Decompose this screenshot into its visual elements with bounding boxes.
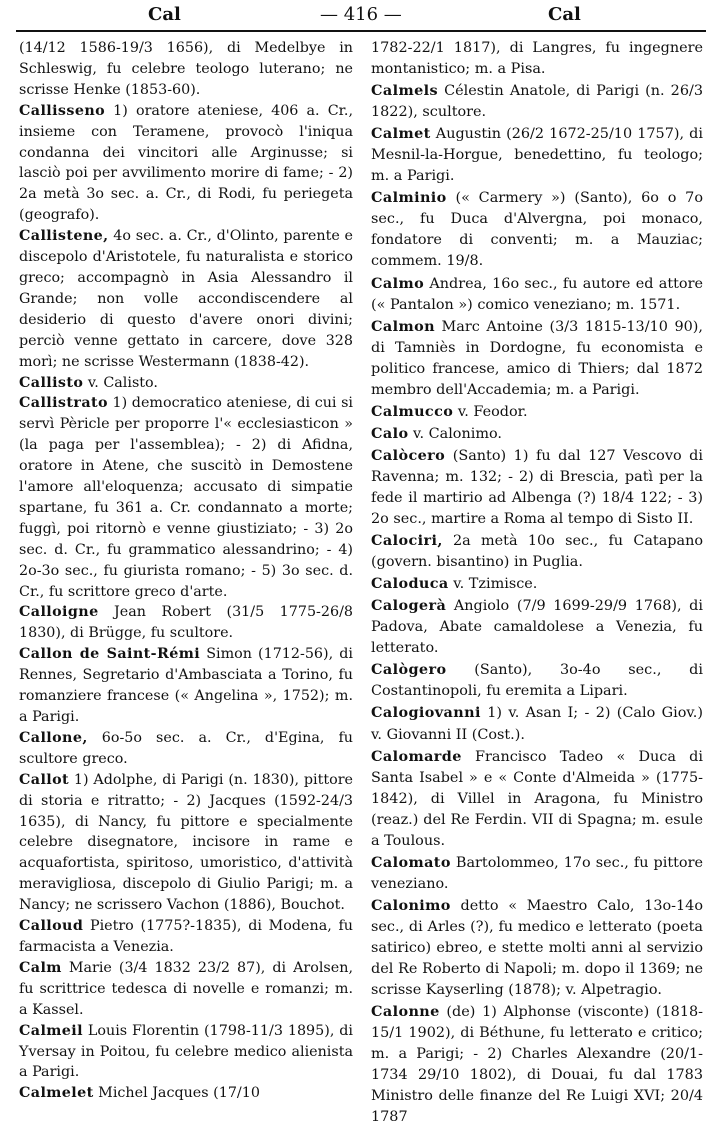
entry-headword: Calloigne — [19, 604, 99, 621]
dictionary-entry — [19, 770, 353, 916]
entry-headword: Callisto — [19, 374, 84, 391]
entry-headword: Calomato — [371, 853, 451, 871]
entry-text: (Santo), 3o-4o sec., di Costantinopoli, fu eremita a Lipari. — [371, 662, 703, 700]
entry-headword: Calogerà — [371, 597, 447, 615]
entry-text: (de) 1) Alphonse (visconte) (1818-15/1 1902), di Béthune, fu letterato e critico; m. a Parigi; - 2) Charles Alexandre (20/1-1734 29/10 1802), di Douai, fu dal 1783 Ministro delle finanze del Re Luigi XVI; 20/4 1787 — [371, 1004, 703, 1126]
dictionary-entry — [371, 895, 703, 1001]
dictionary-entry — [371, 1001, 703, 1128]
entry-text: Angiolo (7/9 1699-29/9 1768), di Padova, Abate camaldolese a Venezia, fu letterato. — [371, 598, 703, 657]
entry-text: (14/12 1586-19/3 1656), di Medelbye in Schleswig, fu celebre teologo luterano; ne scrisse Henke (1853-60). — [19, 40, 353, 98]
entry-headword: Calociri, — [371, 532, 443, 550]
entry-text: 1) oratore ateniese, 406 a. Cr., insieme con Teramene, provocò l'iniqua condanna dei vincitori alle Arginusse; si lasciò poi per avvilimento morire di fame; - 2) 2a metà 3o sec. a. Cr., di Rodi, fu periegeta (geografo). — [19, 102, 353, 224]
entry-text: 1) democratico ateniese, di cui si servì Pèricle per proporre l'« ecclesiasticon » (la paga per l'assemblea); - 2) di Afidna, oratore in Atene, che suscitò in Demostene l'amore all'eloquenza; accusato di simpatie spartane, fu 361 a. Cr. condannato a morte; fuggì, poi ritornò e venne giustiziato; - 3) 2o sec. d. Cr., fu grammatico alessandrino; - 4) 2o-3o sec., fu giurista romano; - 5) 3o sec. d. Cr., fu scrittore greco d'arte. — [19, 395, 353, 600]
page-header — [0, 0, 718, 32]
dictionary-entry — [371, 573, 703, 595]
entry-headword: Calòcero — [371, 446, 446, 464]
entry-headword: Callistene, — [19, 228, 109, 245]
dictionary-entry — [371, 530, 703, 573]
entry-text: v. Calonimo. — [408, 425, 502, 442]
entry-headword: Calmet — [371, 125, 431, 143]
dictionary-entry — [371, 595, 703, 659]
entry-text: Marc Antoine (3/3 1815-13/10 90), di Tamniès in Dordogne, fu economista e politico francese, amico di Thiers; dal 1872 membro dell'Accademia; m. a Parigi. — [371, 318, 703, 398]
dictionary-entry — [371, 401, 703, 423]
left-column — [19, 38, 353, 1104]
entry-text: Simon (1712-56), di Rennes, Segretario d'Ambasciata a Torino, fu romanziere francese (« Angelina », 1752); m. a Parigi. — [19, 646, 353, 725]
entry-headword: Callon de Saint-Rémi — [19, 646, 201, 663]
entry-headword: Callone, — [19, 729, 88, 746]
dictionary-entry — [371, 702, 703, 745]
running-head-left: Cal — [148, 4, 181, 25]
entry-text: Pietro (1775?-1835), di Modena, fu farmacista a Venezia. — [19, 918, 353, 955]
entry-text: 1) v. Asan I; - 2) (Calo Giov.) v. Giovanni II (Cost.). — [371, 705, 703, 743]
entry-text: v. Tzimisce. — [448, 576, 538, 593]
entry-headword: Calminio — [371, 189, 447, 207]
entry-headword: Calonne — [371, 1003, 440, 1021]
entry-headword: Calloud — [19, 918, 84, 935]
entry-headword: Calmeil — [19, 1022, 83, 1039]
dictionary-entry — [371, 852, 703, 895]
entry-headword: Calo — [371, 424, 409, 442]
entry-text: Augustin (26/2 1672-25/10 1757), di Mesnil-la-Horgue, benedettino, fu teologo; m. a Parigi. — [371, 126, 703, 185]
entry-text: 2a metà 10o sec., fu Catapano (govern. bisantino) in Puglia. — [371, 533, 703, 571]
entry-text: Andrea, 16o sec., fu autore ed attore (« Pantalon ») comico veneziano; m. 1571. — [371, 275, 703, 313]
entry-text: v. Calisto. — [83, 374, 158, 391]
dictionary-entry — [371, 445, 703, 530]
entry-headword: Calmon — [371, 317, 435, 335]
dictionary-entry — [19, 101, 353, 226]
dictionary-entry — [19, 226, 353, 372]
dictionary-entry — [19, 916, 353, 958]
dictionary-entry — [19, 1083, 353, 1104]
running-head-right: Cal — [548, 4, 581, 25]
entry-text: (Santo) 1) fu dal 127 Vescovo di Ravenna; m. 132; - 2) di Brescia, patì per la fede il martirio ad Albenga (?) 18/4 122; - 3) 2o sec., martire a Roma al tempo di Sisto II. — [371, 447, 703, 528]
entry-text: 1) Adolphe, di Parigi (n. 1830), pittore di storia e ritratto; - 2) Jacques (1592-24/3 1635), di Nancy, fu pittore e specialmente celebre disegnatore, incisore in rame e acquafortista, spiritoso, umoristico, d'attività meravigliosa, discepolo di Giulio Parigi; m. a Nancy; ne scrissero Vachon (1886), Bouchot. — [19, 771, 353, 914]
entry-text: Francisco Tadeo « Duca di Santa Isabel » e « Conte d'Almeida » (1775-1842), di Villel in Aragona, fu Ministro (reaz.) del Re Ferdin. VII di Spagna; m. esule a Toulous. — [371, 748, 703, 849]
entry-headword: Caloduca — [371, 575, 449, 593]
entry-text: Marie (3/4 1832 23/2 87), di Arolsen, fu scrittrice tedesca di novelle e romanzi; m. a Kassel. — [19, 959, 353, 1018]
entry-text: Célestin Anatole, di Parigi (n. 26/3 1822), scultore. — [371, 83, 703, 121]
entry-headword: Calmo — [371, 274, 425, 292]
dictionary-entry — [19, 393, 353, 602]
header-rule — [16, 30, 706, 32]
dictionary-entry — [371, 80, 703, 123]
entry-text: 1782-22/1 1817), di Langres, fu ingegnere montanistico; m. a Pisa. — [371, 40, 703, 78]
dictionary-entry — [371, 746, 703, 852]
entry-headword: Callot — [19, 771, 70, 788]
dictionary-entry — [371, 659, 703, 702]
entry-headword: Callisseno — [19, 102, 106, 119]
entry-text: 6o-5o sec. a. Cr., d'Egina, fu scultore greco. — [19, 729, 353, 767]
dictionary-entry — [371, 187, 703, 272]
dictionary-entry — [371, 423, 703, 445]
entry-text: Bartolommeo, 17o sec., fu pittore veneziano. — [371, 854, 703, 892]
dictionary-entry — [19, 644, 353, 728]
entry-headword: Calmucco — [371, 402, 454, 420]
entry-headword: Calomarde — [371, 747, 462, 765]
entry-headword: Callistrato — [19, 395, 108, 412]
dictionary-entry — [371, 316, 703, 401]
entry-headword: Calògero — [371, 661, 447, 679]
entry-text: Louis Florentin (1798-11/3 1895), di Yversay in Poitou, fu celebre medico alienista a Parigi. — [19, 1022, 353, 1081]
dictionary-entry — [371, 273, 703, 316]
entry-headword: Calogiovanni — [371, 704, 481, 722]
entry-headword: Calmelet — [19, 1085, 94, 1102]
entry-text: detto « Maestro Calo, 13o-14o sec., di Arles (?), fu medico e letterato (poeta satirico) ebreo, e stette molti anni al servizio del Re Roberto di Napoli; m. dopo il 1369; ne scrisse Kayserling (1878); v. Alpetragio. — [371, 897, 703, 999]
entry-text: v. Feodor. — [453, 403, 528, 420]
dictionary-entry — [19, 728, 353, 770]
dictionary-entry — [19, 1021, 353, 1084]
dictionary-entry — [19, 373, 353, 394]
entry-text: Michel Jacques (17/10 — [93, 1085, 260, 1102]
entry-headword: Calonimo — [371, 896, 451, 914]
dictionary-entry — [371, 38, 703, 80]
entry-headword: Calm — [19, 959, 62, 976]
entry-text: Jean Robert (31/5 1775-26/8 1830), di Brügge, fu scultore. — [19, 604, 353, 642]
dictionary-entry — [19, 958, 353, 1021]
page-number: — 416 — — [320, 4, 402, 25]
right-column — [371, 38, 703, 1128]
entry-text: (« Carmery ») (Santo), 6o o 7o sec., fu Duca d'Alvergna, poi monaco, fondatore di conventi; m. a Mauziac; commem. 19/8. — [371, 190, 703, 270]
dictionary-entry — [19, 602, 353, 644]
dictionary-entry — [19, 38, 353, 101]
dictionary-entry — [371, 123, 703, 187]
entry-headword: Calmels — [371, 82, 438, 100]
entry-text: 4o sec. a. Cr., d'Olinto, parente e discepolo d'Aristotele, fu naturalista e storico greco; accompagnò in Asia Alessandro il Grande; non volle accondiscendere al desiderio di questo d'avere onori divini; perciò venne gettato in carcere, dove 328 morì; ne scrisse Westermann (1838-42). — [19, 228, 353, 370]
